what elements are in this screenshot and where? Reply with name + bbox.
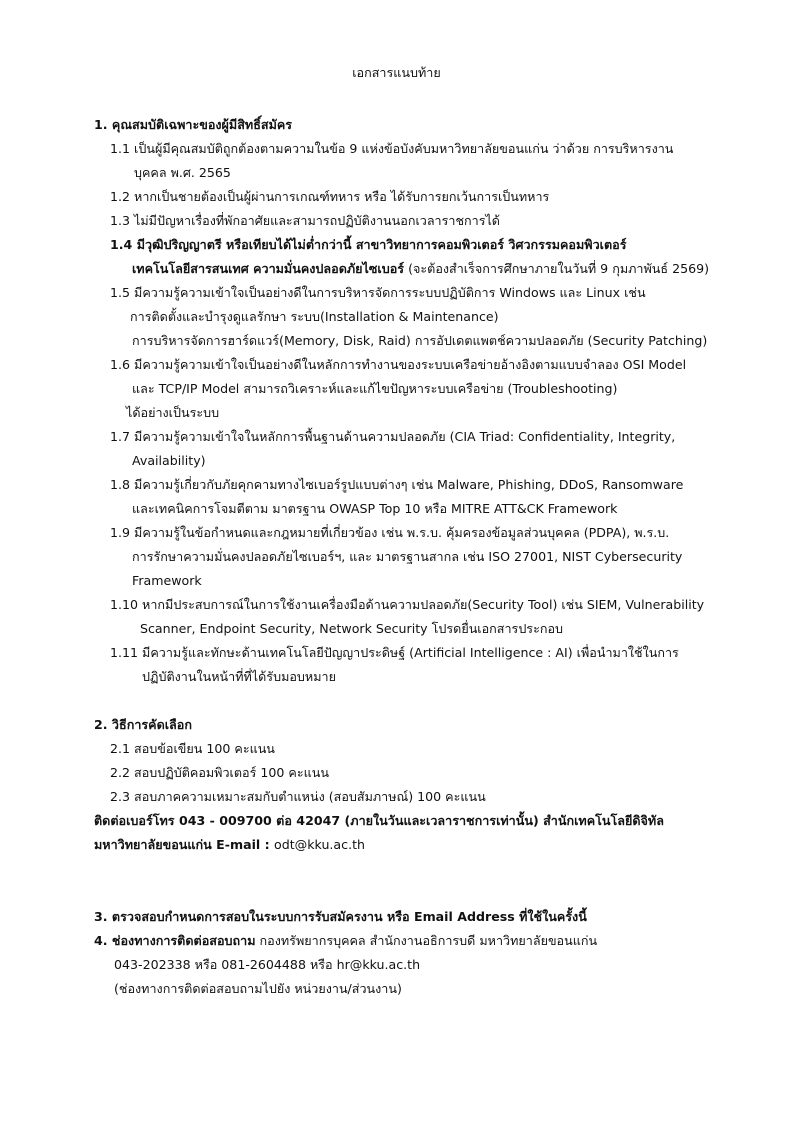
item-1-8-line1: 1.8 มีความรู้เกี่ยวกับภัยคุกคามทางไซเบอร์รูปแบบต่างๆ เช่น Malware, Phishing, DDoS, Ransomware xyxy=(110,477,684,492)
section4-line1 xyxy=(94,932,597,950)
section4-phones: 043-202338 หรือ 081-2604488 หรือ hr@kku.ac.th xyxy=(114,957,421,972)
item-1-4-line1: 1.4 มีวุฒิปริญญาตรี หรือเทียบได้ไม่ต่ำกว่านี้ สาขาวิทยาการคอมพิวเตอร์ วิศวกรรมคอมพิวเตอร์ xyxy=(110,237,627,252)
item-1-10-line2: Scanner, Endpoint Security, Network Security โปรดยื่นเอกสารประกอบ xyxy=(140,621,564,636)
item-1-9-line1: 1.9 มีความรู้ในข้อกำหนดและกฎหมายที่เกี่ยวข้อง เช่น พ.ร.บ. คุ้มครองข้อมูลส่วนบุคคล (PDPA), พ.ร.บ. xyxy=(110,525,670,540)
contact-line2 xyxy=(94,836,365,854)
item-1-4-line2 xyxy=(132,260,709,278)
item-1-11-line1: 1.11 มีความรู้และทักษะด้านเทคโนโลยีปัญญาประดิษฐ์ (Artificial Intelligence : AI) เพื่อนำมาใช้ในการ xyxy=(110,645,679,660)
item-1-7-line2: Availability) xyxy=(132,453,206,468)
item-1-3: 1.3 ไม่มีปัญหาเรื่องที่พักอาศัยและสามารถปฏิบัติงานนอกเวลาราชการได้ xyxy=(110,213,500,228)
item-1-5-line2: การติดตั้งและบำรุงดูแลรักษา ระบบ(Installation & Maintenance) xyxy=(130,309,499,324)
section4-note: (ช่องทางการติดต่อสอบถามไปยัง หน่วยงาน/ส่วนงาน) xyxy=(114,981,402,996)
item-1-9-line2: การรักษาความมั่นคงปลอดภัยไซเบอร์ฯ, และ มาตรฐานสากล เช่น ISO 27001, NIST Cybersecurity xyxy=(132,549,683,564)
contact-email-link[interactable]: odt@kku.ac.th xyxy=(274,837,365,852)
section3-heading: 3. ตรวจสอบกำหนดการสอบในระบบการรับสมัครงาน หรือ Email Address ที่ใช้ในครั้งนี้ xyxy=(94,909,587,924)
item-1-4-degree-fields: เทคโนโลยีสารสนเทศ ความมั่นคงปลอดภัยไซเบอร์ xyxy=(132,261,405,276)
item-1-6-line2: และ TCP/IP Model สามารถวิเคราะห์และแก้ไขปัญหาระบบเครือข่าย (Troubleshooting) xyxy=(132,381,618,396)
item-1-11-line2: ปฏิบัติงานในหน้าที่ที่ได้รับมอบหมาย xyxy=(142,669,336,684)
item-1-6-line1: 1.6 มีความรู้ความเข้าใจเป็นอย่างดีในหลักการทำงานของระบบเครือข่ายอ้างอิงตามแบบจำลอง OSI Model xyxy=(110,357,687,372)
item-1-5-line1: 1.5 มีความรู้ความเข้าใจเป็นอย่างดีในการบริหารจัดการระบบปฏิบัติการ Windows และ Linux เช่น xyxy=(110,285,646,300)
contact-line1: ติดต่อเบอร์โทร 043 - 009700 ต่อ 42047 (ภายในวันและเวลาราชการเท่านั้น) สำนักเทคโนโลยีดิจิทัล xyxy=(94,813,664,828)
section4-heading: 4. ช่องทางการติดต่อสอบถาม xyxy=(94,933,256,948)
item-1-1-line1: 1.1 เป็นผู้มีคุณสมบัติถูกต้องตามความในข้อ 9 แห่งข้อบังคับมหาวิทยาลัยขอนแก่น ว่าด้วย การบริหารงาน xyxy=(110,141,674,156)
document-title: เอกสารแนบท้าย xyxy=(352,65,441,80)
item-1-7-line1: 1.7 มีความรู้ความเข้าใจในหลักการพื้นฐานด้านความปลอดภัย (CIA Triad: Confidentiality, Integrity, xyxy=(110,429,676,444)
item-1-8-line2: และเทคนิคการโจมตีตาม มาตรฐาน OWASP Top 10 หรือ MITRE ATT&CK Framework xyxy=(132,501,618,516)
item-1-9-line3: Framework xyxy=(132,573,202,588)
item-1-4-deadline: (จะต้องสำเร็จการศึกษาภายในวันที่ 9 กุมภาพันธ์ 2569) xyxy=(404,261,710,276)
item-1-1-line2: บุคคล พ.ศ. 2565 xyxy=(134,165,231,180)
section1-heading: 1. คุณสมบัติเฉพาะของผู้มีสิทธิ์สมัคร xyxy=(94,117,293,132)
section2-heading: 2. วิธีการคัดเลือก xyxy=(94,717,192,732)
item-2-2: 2.2 สอบปฏิบัติคอมพิวเตอร์ 100 คะแนน xyxy=(110,765,329,780)
item-1-5-line3: การบริหารจัดการฮาร์ดแวร์(Memory, Disk, Raid) การอัปเดตแพตช์ความปลอดภัย (Security Patching) xyxy=(132,333,708,348)
contact-university-email-label: มหาวิทยาลัยขอนแก่น E-mail : xyxy=(94,837,275,852)
item-2-3: 2.3 สอบภาคความเหมาะสมกับตำแหน่ง (สอบสัมภาษณ์) 100 คะแนน xyxy=(110,789,486,804)
item-1-2: 1.2 หากเป็นชายต้องเป็นผู้ผ่านการเกณฑ์ทหาร หรือ ได้รับการยกเว้นการเป็นทหาร xyxy=(110,189,550,204)
section4-org: กองทรัพยากรบุคคล สำนักงานอธิการบดี มหาวิทยาลัยขอนแก่น xyxy=(255,933,598,948)
item-2-1: 2.1 สอบข้อเขียน 100 คะแนน xyxy=(110,741,275,756)
item-1-6-line3: ได้อย่างเป็นระบบ xyxy=(126,405,220,420)
item-1-10-line1: 1.10 หากมีประสบการณ์ในการใช้งานเครื่องมือด้านความปลอดภัย(Security Tool) เช่น SIEM, Vulnerability xyxy=(110,597,705,612)
